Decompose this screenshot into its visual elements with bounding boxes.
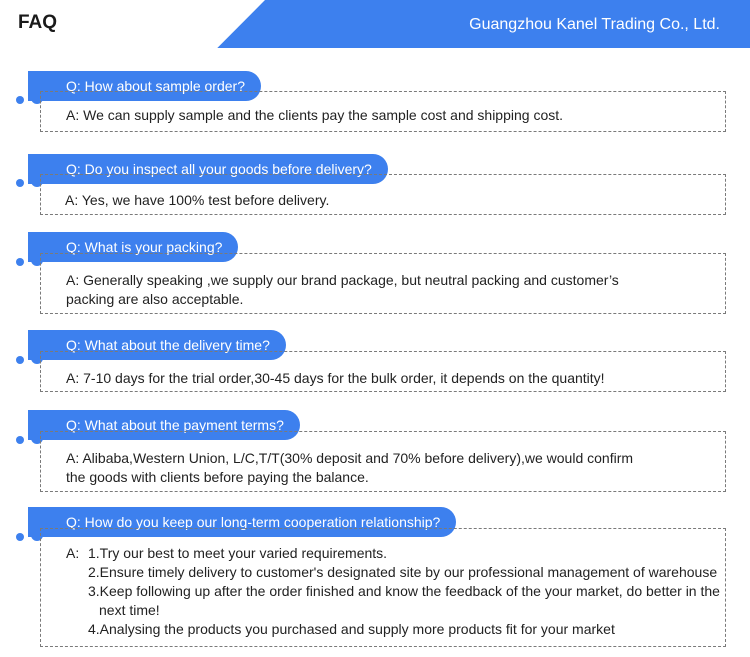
faq-question: Q: What about the payment terms?	[28, 410, 300, 440]
faq-answer-box	[40, 528, 726, 647]
answer-prefix: A:	[66, 545, 80, 561]
list-item	[66, 563, 721, 582]
answer-step-continued: next time!	[99, 602, 160, 618]
faq-answer-line: the goods with clients before paying the balance.	[66, 469, 369, 485]
faq-answer: A: Yes, we have 100% test before delivery.	[65, 192, 330, 208]
page-title: FAQ	[18, 12, 58, 33]
faq-question: Q: What is your packing?	[28, 232, 238, 262]
list-item	[66, 601, 721, 620]
faq-answer-line: A: Alibaba,Western Union, L/C,T/T(30% deposit and 70% before delivery),we would confirm	[66, 450, 634, 466]
answer-step: 3.Keep following up after the order finished and know the feedback of the your market, do better in the	[88, 583, 720, 599]
faq-answer-box	[40, 253, 726, 314]
faq-answer	[66, 449, 717, 487]
faq-question: Q: How do you keep our long-term cooperation relationship?	[28, 507, 456, 537]
faq-answer-box	[40, 174, 726, 215]
list-item	[66, 582, 721, 601]
faq-answer-list	[66, 544, 721, 639]
faq-answer: A: 7-10 days for the trial order,30-45 days for the bulk order, it depends on the quantity!	[66, 370, 605, 386]
company-name: Guangzhou Kanel Trading Co., Ltd.	[469, 16, 720, 33]
faq-question: Q: What about the delivery time?	[28, 330, 286, 360]
faq-question: Q: How about sample order?	[28, 71, 261, 101]
faq-question: Q: Do you inspect all your goods before delivery?	[28, 154, 388, 184]
faq-answer-box	[40, 431, 726, 492]
page-header	[0, 0, 750, 48]
faq-answer: A: We can supply sample and the clients pay the sample cost and shipping cost.	[66, 107, 564, 123]
answer-step: 1.Try our best to meet your varied requirements.	[88, 545, 388, 561]
answer-step: 2.Ensure timely delivery to customer's designated site by our professional management of warehouse	[88, 564, 718, 580]
answer-step: 4.Analysing the products you purchased and supply more products fit for your market	[88, 621, 615, 637]
faq-answer-line: packing are also acceptable.	[66, 291, 244, 307]
faq-answer-box	[40, 351, 726, 392]
faq-answer-line: A: Generally speaking ,we supply our brand package, but neutral packing and customer’s	[66, 272, 619, 288]
faq-answer	[66, 271, 717, 309]
faq-answer-box	[40, 91, 726, 132]
list-item	[66, 544, 721, 563]
list-item	[66, 620, 721, 639]
